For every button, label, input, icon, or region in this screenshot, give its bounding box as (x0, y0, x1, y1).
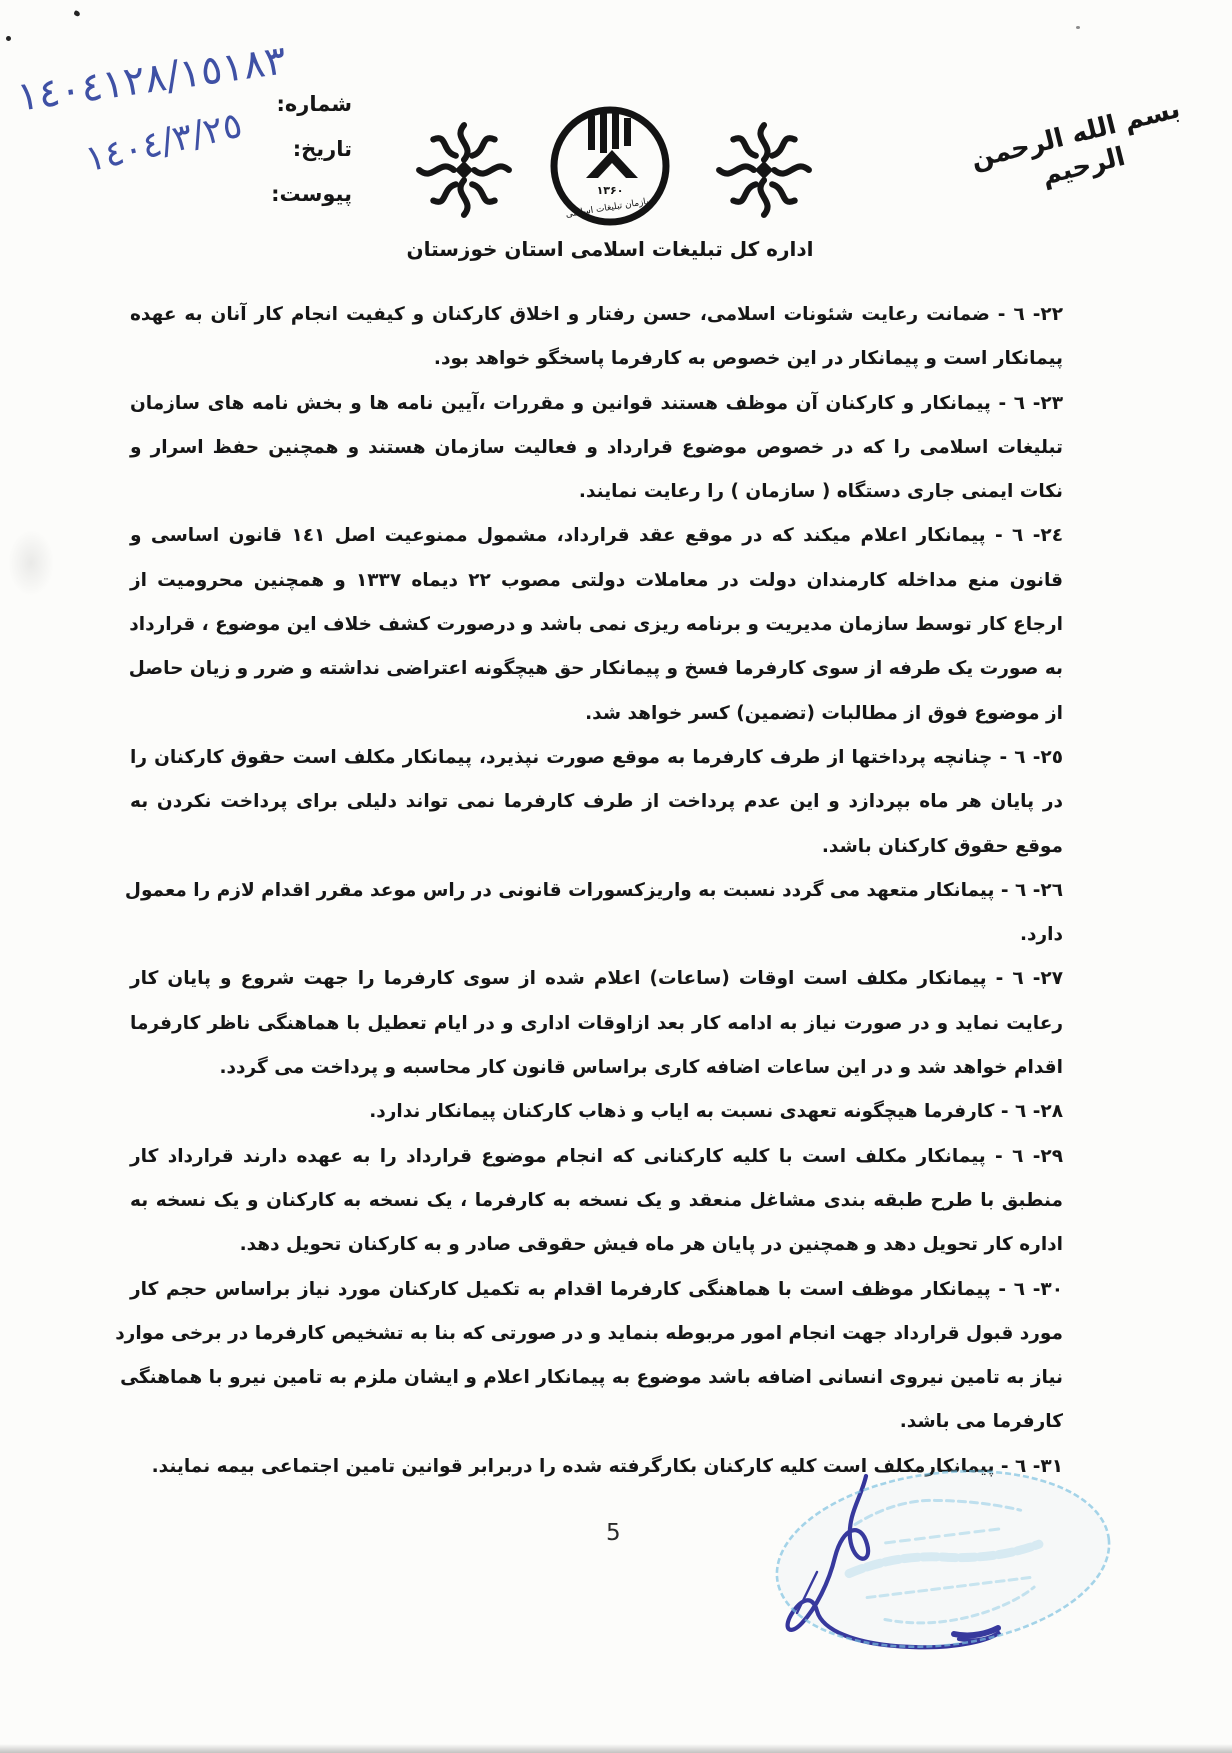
clause-line: موقع حقوق کارکنان باشد. (821, 835, 1063, 857)
scan-smudge (8, 530, 54, 596)
handwritten-letter-number: ١٤٠٤١٢٨/١٥١٨٣ (14, 37, 290, 121)
clause-line: ٢٧- ٦ - پیمانکار مکلف است اوقات (ساعات) اعلام شده از سوی کارفرما را جهت شروع و پایان کار (130, 968, 1064, 990)
clause-line: ٢٣- ٦ - پیمانکار و کارکنان آن موظف هستند قوانین و مقررات ،آیین نامه ها و بخش نامه های سازمان (130, 392, 1063, 414)
org-name: اداره کل تبلیغات اسلامی استان خوزستان (406, 237, 814, 261)
scan-edge-shadow (0, 1744, 1232, 1753)
arabesque-ornament-icon (413, 118, 515, 222)
logo-year: ۱۳۶۰ (596, 184, 624, 197)
clause-line: در پایان هر ماه بپردازد و این عدم پرداخت از طرف کارفرما نمی تواند دلیلی برای پرداخت نکردن به (130, 791, 1063, 813)
clause-line: دارد. (1019, 924, 1063, 946)
clause-line: اداره کار تحویل دهد و همچنین در پایان هر ماه فیش حقوقی صادر و به کارکنان تحویل دهد. (239, 1234, 1063, 1256)
scan-speck (6, 36, 11, 41)
clause-line: ارجاع کار توسط سازمان مدیریت و برنامه ریزی نمی باشد و درصورت کشف خلاف این موضوع ، قرارداد (129, 614, 1063, 636)
clause-line: ٢٥- ٦ - چنانچه پرداختها از طرف کارفرما به موقع صورت نپذیرد، پیمانکار مکلف است حقوق کارکنان را (130, 746, 1063, 768)
contract-clause (130, 1135, 1063, 1268)
contract-clause (124, 869, 1063, 958)
clause-line: ٢٦- ٦ - پیمانکار متعهد می گردد نسبت به واریزکسورات قانونی در راس موعد مقرر اقدام لازم را معمول (124, 879, 1063, 901)
clause-line: اقدام خواهد شد و در این ساعات اضافه کاری براساس قانون کار محاسبه و پرداخت می گردد. (219, 1057, 1063, 1079)
clause-line: ٢٤- ٦ - پیمانکار اعلام میکند که در موقع عقد قرارداد، مشمول ممنوعیت اصل ١٤١ قانون اساسی و (130, 525, 1063, 547)
logo-caption: سازمان تبلیغات اسلامی (565, 196, 655, 220)
clause-line: ٢٢- ٦ - ضمانت رعایت شئونات اسلامی، حسن رفتار و اخلاق کارکنان و کیفیت انجام کار آنان به عهده (130, 304, 1063, 325)
contract-clause (130, 514, 1063, 735)
clause-line: منطبق با طرح طبقه بندی مشاغل منعقد و یک نسخه به کارفرما ، یک نسخه به کارکنان و یک نسخه به (130, 1189, 1063, 1211)
arabesque-ornament-icon (713, 118, 815, 222)
clause-line: نکات ایمنی جاری دستگاه ( سازمان ) را رعایت نمایند. (578, 481, 1063, 503)
clause-line: تبلیغات اسلامی را که در خصوص موضوع قرارداد و فعالیت سازمان هستند و همچنین حفظ اسرار و (130, 436, 1063, 458)
clause-line: رعایت نماید و در صورت نیاز به ادامه کار بعد ازاوقات اداری و در ایام تعطیل با هماهنگی ناظر کارفرما (130, 1012, 1063, 1034)
contract-clause (115, 1268, 1064, 1445)
clause-line: ٣٠- ٦ - پیمانکار موظف است با هماهنگی کارفرما اقدام به تکمیل کارکنان مورد نیاز براساس حجم کار (130, 1278, 1064, 1300)
handwritten-letter-date: ١٤٠٤/٣/٢٥ (81, 104, 247, 181)
contract-clause (130, 957, 1063, 1090)
clause-line: ٢٩- ٦ - پیمانکار مکلف است با کلیه کارکنانی که انجام موضوع قرارداد را به عهده دارند قرارداد کار (130, 1145, 1063, 1167)
clause-line: نیاز به تامین نیروی انسانی اضافه باشد موضوع به پیمانکار اعلام و ایشان ملزم به تامین نیرو با هماهنگی (120, 1367, 1063, 1389)
clause-line: ٣١- ٦ - پیمانکارمکلف است کلیه کارکنان بکارگرفته شده را دربرابر قوانین تامین اجتماعی بیمه نمایند. (151, 1455, 1063, 1477)
contract-clause (130, 382, 1063, 515)
clause-line: قانون منع مداخله کارمندان دولت در معاملات دولتی مصوب ٢٢ دیماه ١٣٣٧ و همچنین محرومیت از (130, 569, 1064, 591)
scan-speck (73, 10, 81, 17)
clause-line: پیمانکار است و پیمانکار در این خصوص به کارفرما پاسخگو خواهد بود. (433, 348, 1063, 370)
attachment-label: پیوست: (271, 182, 352, 206)
clause-line: ٢٨- ٦ - کارفرما هیچگونه تعهدی نسبت به ایاب و ذهاب کارکنان پیمانکار ندارد. (369, 1101, 1063, 1123)
scan-speck (1076, 26, 1080, 29)
date-label: تاریخ: (292, 137, 352, 161)
clause-line: کارفرما می باشد. (899, 1411, 1063, 1433)
bismillah-calligraphy: بسم الله الرحمن الرحیم (967, 94, 1184, 191)
clause-line: از موضوع فوق از مطالبات (تضمین) کسر خواهد شد. (585, 702, 1063, 724)
contract-clause (130, 736, 1063, 869)
number-label: شماره: (276, 92, 352, 116)
clause-line: به صورت یک طرفه از سوی کارفرما فسخ و پیمانکار حق هیچگونه اعتراضی نداشته و ضرر و زیان حاصل (128, 658, 1063, 680)
clause-line: مورد قبول قرارداد جهت انجام امور مربوطه بنماید و در صورتی که بنا به تشخیص کارفرما در برخی موارد (115, 1322, 1063, 1344)
contract-clause (130, 1090, 1063, 1134)
document-body (115, 293, 1064, 1489)
islamic-propagation-organization-logo (548, 98, 672, 230)
page-number: 5 (606, 1520, 621, 1546)
contract-clause (130, 293, 1063, 382)
